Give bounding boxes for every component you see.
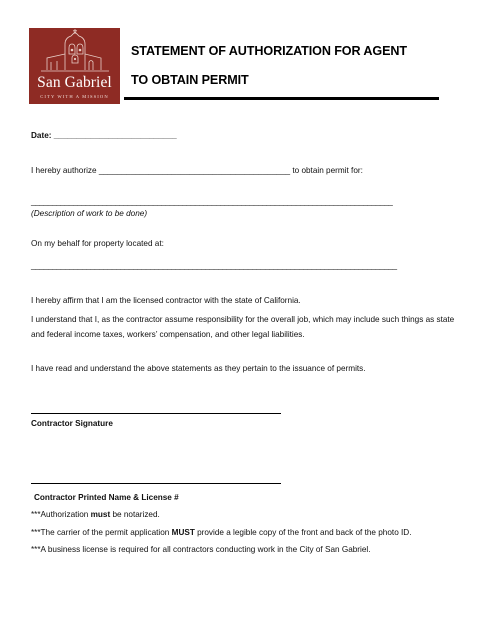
contractor-signature-label: Contractor Signature	[31, 419, 113, 428]
note-1-emphasis: must	[90, 510, 111, 519]
note-2-emphasis: MUST	[171, 528, 195, 537]
acknowledgement-statement: I have read and understand the above statements as they pertain to the issuance of permits.	[31, 364, 366, 373]
date-field[interactable]: Date: ___________________________	[31, 131, 177, 140]
contractor-printed-name-label: Contractor Printed Name & License #	[34, 493, 179, 502]
work-description-field[interactable]: ______________________________________________________________________________________	[31, 197, 393, 206]
affirm-statement: I hereby affirm that I am the licensed contractor with the state of California.	[31, 296, 301, 305]
property-location-field[interactable]: ______________________________________________________________________________________	[31, 261, 397, 270]
authorize-agent-field[interactable]: I hereby authorize __________________________________________ to obtain permit for:	[31, 166, 363, 175]
property-location-label: On my behalf for property located at:	[31, 239, 164, 248]
note-notarized	[31, 509, 160, 521]
printed-name-line[interactable]	[31, 483, 281, 484]
note-photo-id	[31, 527, 411, 539]
note-business-license: ***A business license is required for all contractors conducting work in the City of San Gabriel.	[31, 545, 371, 554]
title-underline	[124, 97, 439, 100]
logo-tagline: CITY WITH A MISSION	[40, 94, 109, 99]
document-title-line-1: STATEMENT OF AUTHORIZATION FOR AGENT	[131, 44, 408, 58]
document-title-line-2: TO OBTAIN PERMIT	[131, 73, 249, 87]
logo-city-name: San Gabriel	[37, 74, 112, 91]
note-1-prefix: ***Authorization	[31, 510, 91, 519]
responsibility-statement: I understand that I, as the contractor assume responsibility for the overall job, which may include such things as state and federal income taxes, workers’ compensation, and other legal liabilities.	[31, 315, 455, 339]
work-description-label: (Description of work to be done)	[31, 209, 148, 218]
note-1-suffix: be notarized.	[110, 510, 160, 519]
note-2-suffix: provide a legible copy of the front and back of the photo ID.	[194, 528, 412, 537]
mission-building-icon	[29, 28, 120, 104]
signature-line[interactable]	[31, 413, 281, 414]
san-gabriel-logo	[29, 28, 120, 104]
note-2-prefix: ***The carrier of the permit application	[31, 528, 172, 537]
